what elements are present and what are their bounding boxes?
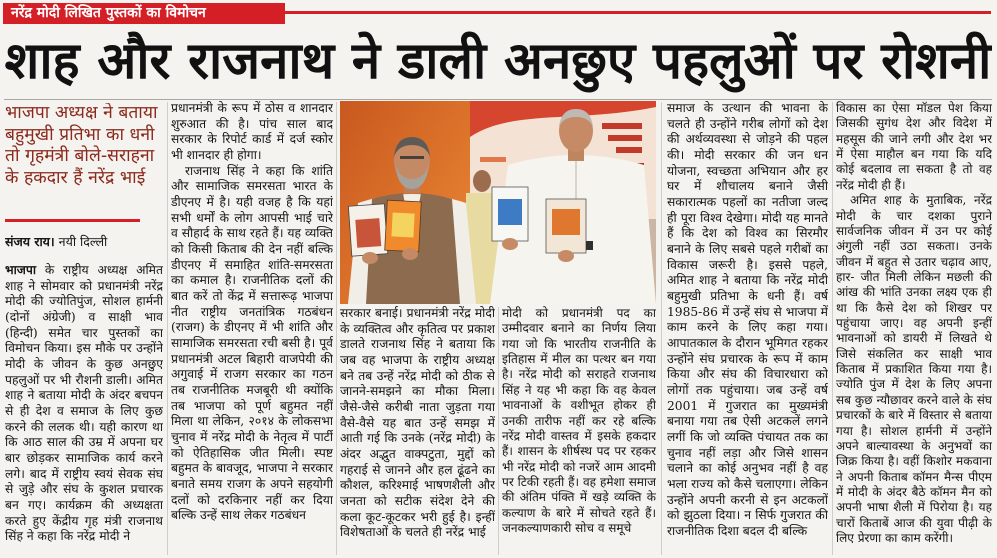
paragraph: राजनाथ सिंह ने कहा कि शांति और सामाजिक समरसता भारत के डीएनए में है। यही वजह है कि यहां सभी धर्मों के लोग आपसी भाई चारे व सौहार्द के साथ रहते हैं। यह व्यक्ति को किसी किताब की देन नहीं बल्कि डीएनए में समाहित शांति-समरसता का कमाल है। राजनीतिक दलों की बात करें तो केंद्र में सत्तारूढ़ भाजपा नीत राष्ट्रीय जनतांत्रिक गठबंधन (राजग) के डीएनए में भी शांति और सामाजिक समरसता रची बसी है। पूर्व प्रधानमंत्री अटल बिहारी वाजपेयी की अगुवाई में राजग सरकार का गठन तब राजनीतिक मजबूरी थी क्योंकि तब भाजपा को पूर्ण बहुमत नहीं मिला था लेकिन, २०१४ के लोकसभा चुनाव में नरेंद्र मोदी के नेतृत्व में पार्टी को ऐतिहासिक जीत मिली। स्पष्ट बहुमत के बावजूद, भाजपा ने सरकार बनाते समय राजग के अपने सहयोगी दलों को दरकिनार नहीं कर दिया बल्कि उन्हें साथ लेकर गठबंधन xyxy=(171,163,333,523)
banner-mark xyxy=(602,123,642,129)
event-photo xyxy=(340,101,656,304)
paragraph: विकास का ऐसा मॉडल पेश किया जिसकी सुगंध देश और विदेश में महसूस की जाने लगी और देश भर में ऐसा माहौल बन गया कि यदि कोई बदलाव ला सकता है तो वह नरेंद्र मोदी ही हैं। xyxy=(836,101,992,192)
banner-mark xyxy=(480,157,506,162)
paragraph: अमित शाह के मुताबिक, नरेंद्र मोदी के चार दशका पुराने सार्वजनिक जीवन में उन पर कोई अंगुली नहीं उठा सकता। उनके जीवन में बहुत से उतार चढ़ाव आए, हार- जीत मिली लेकिन मछली की आंख की भांति उनका लक्ष्य एक ही था कि कैसे देश को शिखर पर पहुंचाया जाए। वह अपनी इन्हीं भावनाओं को डायरी में लिखते थे जिसे संकलित कर साक्षी भाव किताब में प्रकाशित किया गया है। ज्योति पुंज में देश के लिए अपना सब कुछ न्यौछावर करने वाले के संघ प्रचारकों के बारे में विस्तार से बताया गया है। सोशल हार्मनी में उन्होंने अपने बाल्यावस्था के अनुभवों का जिक्र किया है। वहीं किशोर मकवाना ने अपनी किताब कॉमन मैन्स पीएम में मोदी के अंदर बैठे कॉमन मैन को अपनी भाषा शैली में पिरोया है। यह चारों किताबें आज की युवा पीढ़ी के लिए प्रेरणा का काम करेंगी। xyxy=(836,193,992,546)
deck-rule xyxy=(5,219,140,222)
article-column-3 xyxy=(340,306,495,555)
article-column-6 xyxy=(836,101,992,555)
byline-author: संजय राय। xyxy=(5,234,55,249)
hand xyxy=(402,248,418,260)
left-person-glasses xyxy=(400,156,424,159)
book-cover-art xyxy=(552,209,580,235)
paragraph-text: के राष्ट्रीय अध्यक्ष अमित शाह ने सोमवार को प्रधानमंत्री नरेंद्र मोदी की ज्योतिपुंज, सोशल हार्मनी (दोनों अंग्रेजी) व साक्षी भाव (हिन्दी) समेत चार पुस्तकों का विमोचन किया। इस मौके पर उन्होंने मोदी के जीवन के कुछ अनछुए पहलुओं पर भी रौशनी डाली। अमित शाह ने बताया मोदी के अंदर बचपन से ही देश व समाज के लिए कुछ करने की ललक थी। यही कारण था कि आठ साल की उम्र में अपना घर बार छोड़कर सामाजिक कार्य करने लगे। बाद में राष्ट्रीय स्वयं सेवक संघ से जुड़े और संघ के कुशल प्रचारक बन गए। कार्यक्रम की अध्यक्षता करते हुए केंद्रीय गृह मंत्री राजनाथ सिंह ने कहा कि नरेंद्र मोदी ने xyxy=(5,263,163,544)
book-cover-art xyxy=(498,199,522,225)
paragraph: समाज के उत्थान की भावना के चलते ही उन्होंने गरीब लोगों को देश की अर्थव्यवस्था से जोड़ने की पहल की। मोदी सरकार की जन धन योजना, स्वच्छता अभियान और हर घर में शौचालय बनाने जैसी सकारात्मक पहलों का नतीजा जल्द ही पूरा विश्व देखेगा। मोदी यह मानते हैं कि देश को विश्व का सिरमौर बनाने के लिए सबसे पहले गरीबों का विकास जरूरी है। इससे पहले, अमित शाह ने बताया कि नरेंद्र मोदी बहुमुखी प्रतिभा के धनी हैं। वर्ष 1985-86 में उन्हें संघ से भाजपा में काम करने के लिए कहा गया। आपातकाल के दौरान भूमिगत रहकर उन्होंने संघ प्रचारक के रूप में काम किया और संघ की विचारधारा को लोगों तक पहुंचाया। जब उन्हें वर्ष 2001 में गुजरात का मुख्यमंत्री बनाया गया तब ऐसी अटकलें लगने लगीं कि जो व्यक्ति पंचायत तक का चुनाव नहीं लड़ा और जिसे शासन चलाने का कोई अनुभव नहीं है वह भला राज्य को कैसे चलाएगा। लेकिन उन्होंने अपनी करनी से इन अटकलों को झुठला दिया। न सिर्फ गुजरात की राजनीतिक दिशा बदल दी बल्कि xyxy=(667,101,828,539)
section-banner-rule xyxy=(285,11,991,14)
article-column-5 xyxy=(667,101,828,555)
book-cover-art xyxy=(355,218,381,248)
banner-mark xyxy=(608,135,642,141)
section-banner: नरेंद्र मोदी लिखित पुस्तकों का विमोचन xyxy=(3,3,285,24)
column-rule xyxy=(498,307,499,555)
column-rule xyxy=(661,102,662,555)
book-cover-art xyxy=(391,212,414,237)
paragraph xyxy=(5,262,163,545)
column-rule xyxy=(832,102,833,555)
deck-subheading: भाजपा अध्यक्ष ने बताया बहुमुखी प्रतिभा का धनी तो गृहमंत्री बोले-सराहना के हकदार हैं नरेंद्र भाई xyxy=(5,103,158,188)
column-rule xyxy=(167,102,168,555)
paragraph: मोदी को प्रधानमंत्री पद का उम्मीदवार बनाने का निर्णय लिया गया जो कि भारतीय राजनीति के इतिहास में मील का पत्थर बन गया है। नरेंद्र मोदी को सराहते राजनाथ सिंह ने यह भी कहा कि वह केवल भावनाओं के वशीभूत होकर ही उनकी तारीफ नहीं कर रहे बल्कि नरेंद्र मोदी वास्तव में इसके हकदार हैं। शासन के शीर्षस्थ पद पर रहकर भी नरेंद्र मोदी को नजरें आम आदमी पर टिकी रहती हैं। वह हमेशा समाज की अंतिम पंक्ति में खड़े व्यक्ति के कल्याण के बारे में सोचते रहते हैं। जनकल्याणकारी सोच व समूचे xyxy=(502,306,656,536)
byline xyxy=(5,232,163,252)
hand xyxy=(558,250,574,262)
hand xyxy=(362,252,378,264)
byline-dateline: नयी दिल्ली xyxy=(58,234,108,249)
lead-word: भाजपा xyxy=(5,262,37,277)
headline-rule xyxy=(4,99,992,100)
article-column-2 xyxy=(171,101,333,555)
paragraph: सरकार बनाई। प्रधानमंत्री नरेंद्र मोदी के व्यक्तित्व और कृतित्व पर प्रकाश डालते राजनाथ सिंह ने बताया कि जब वह भाजपा के राष्ट्रीय अध्यक्ष बने तब उन्हें नरेंद्र मोदी को ठीक से जानने-समझने का मौका मिला। जैसे-जैसे करीबी नाता जुड़ता गया वैसे-वैसे यह बात उन्हें समझ में आती गई कि उनके (नरेंद्र मोदी) के अंदर अद्भुत वाक्पटुता, मुद्दों को गहराई से जानने और हल ढूंढने का कौशल, करिश्माई भाषणशैली और जनता को सटीक संदेश देने की कला कूट-कूटकर भरी हुई है। इन्हीं विशेषताओं के चलते ही नरेंद्र भाई xyxy=(340,306,495,540)
wristwatch xyxy=(586,241,593,250)
column-rule xyxy=(336,102,337,555)
paragraph: प्रधानमंत्री के रूप में ठोस व शानदार शुरुआत की है। पांच साल बाद सरकार के रिपोर्ट कार्ड में दर्ज स्कोर भी शानदार ही होगा। xyxy=(171,101,333,163)
hand xyxy=(502,238,518,250)
headline: शाह और राजनाथ ने डाली अनछुए पहलुओं पर रोशनी xyxy=(4,32,992,91)
banner-mark xyxy=(616,147,642,153)
article-column-4 xyxy=(502,306,656,555)
article-column-1 xyxy=(5,262,163,555)
